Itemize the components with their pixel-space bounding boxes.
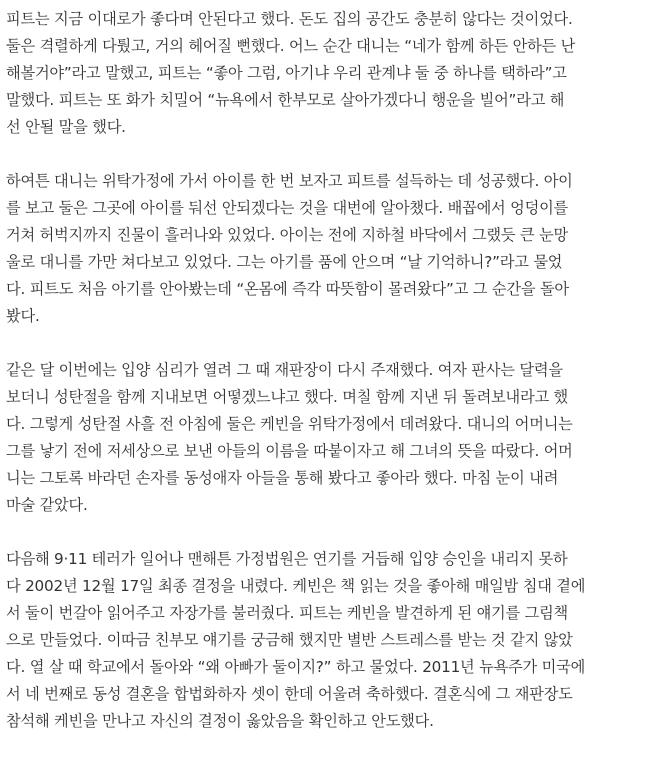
paragraph-1 [6, 6, 666, 141]
text-line: 봤다. [6, 307, 40, 325]
text-line: 서 둘이 번갈아 읽어주고 자장가를 불러줬다. 피트는 케빈을 발견하게 된 얘기를 그림책 [6, 604, 569, 622]
paragraph-2 [6, 168, 666, 330]
paragraph-4 [6, 546, 666, 735]
text-line: 다. 그렇게 성탄절 사흘 전 아침에 둘은 케빈을 위탁가정에서 데려왔다. 대니의 어머니는 [6, 415, 573, 433]
text-line: 다음해 9·11 테러가 일어나 맨해튼 가정법원은 연기를 거듭해 입양 승인을 내리지 못하 [6, 550, 568, 568]
paragraph-spacer [6, 519, 666, 546]
text-line: 니는 그토록 바라던 손자를 동성애자 아들을 통해 봤다고 좋아라 했다. 마침 눈이 내려 [6, 469, 559, 487]
text-line: 다 2002년 12월 17일 최종 결정을 내렸다. 케빈은 책 읽는 것을 좋아해 매일밤 침대 곁에 [6, 577, 586, 595]
text-line: 서 네 번째로 동성 결혼을 합법화하자 셋이 한데 어울려 축하했다. 결혼식에 그 재판장도 [6, 685, 573, 703]
article-body [6, 6, 666, 735]
text-line: 해볼거야”라고 말했고, 피트는 “좋아 그럼, 아기냐 우리 관계냐 둘 중 하나를 택하라”고 [6, 64, 567, 82]
text-line: 선 안될 말을 했다. [6, 118, 126, 136]
text-line: 하여튼 대니는 위탁가정에 가서 아이를 한 번 보자고 피트를 설득하는 데 성공했다. 아이 [6, 172, 573, 190]
text-line: 같은 달 이번에는 입양 심리가 열려 그 때 재판장이 다시 주재했다. 여자 판사는 달력을 [6, 361, 563, 379]
text-line: 그를 낳기 전에 저세상으로 보낸 아들의 이름을 따붙이자고 해 그녀의 뜻을 따랐다. 어머 [6, 442, 573, 460]
text-line: 거쳐 허벅지까지 진물이 흘러나와 있었다. 아이는 전에 지하철 바닥에서 그랬듯 큰 눈망 [6, 226, 569, 244]
paragraph-3 [6, 357, 666, 519]
text-line: 마술 같았다. [6, 496, 88, 514]
paragraph-spacer [6, 141, 666, 168]
text-line: 보더니 성탄절을 함께 지내보면 어떻겠느냐고 했다. 며칠 함께 지낸 뒤 돌려보내라고 했 [6, 388, 569, 406]
text-line: 참석해 케빈을 만나고 자신의 결정이 옳았음을 확인하고 안도했다. [6, 712, 434, 730]
text-line: 를 보고 둘은 그곳에 아이를 둬선 안되겠다는 것을 대번에 알아챘다. 배꼽에서 엉덩이를 [6, 199, 569, 217]
text-line: 말했다. 피트는 또 화가 치밀어 “뉴욕에서 한부모로 살아가겠다니 행운을 빌어”라고 해 [6, 91, 565, 109]
text-line: 으로 만들었다. 이따금 친부모 얘기를 궁금해 했지만 별반 스트레스를 받는 것 같지 않았 [6, 631, 573, 649]
text-line: 둘은 격렬하게 다퉜고, 거의 헤어질 뻔했다. 어느 순간 대니는 “네가 함께 하든 안하든 난 [6, 37, 576, 55]
text-line: 다. 열 살 때 학교에서 돌아와 “왜 아빠가 둘이지?” 하고 물었다. 2011년 뉴욕주가 미국에 [6, 658, 586, 676]
text-line: 다. 피트도 처음 아기를 안아봤는데 “온몸에 즉각 따뜻함이 몰려왔다”고 그 순간을 돌아 [6, 280, 569, 298]
text-line: 울로 대니를 가만 쳐다보고 있었다. 그는 아기를 품에 안으며 “날 기억하니?”라고 물었 [6, 253, 563, 271]
paragraph-spacer [6, 330, 666, 357]
text-line: 피트는 지금 이대로가 좋다며 안된다고 했다. 돈도 집의 공간도 충분히 않다는 것이었다. [6, 10, 573, 28]
